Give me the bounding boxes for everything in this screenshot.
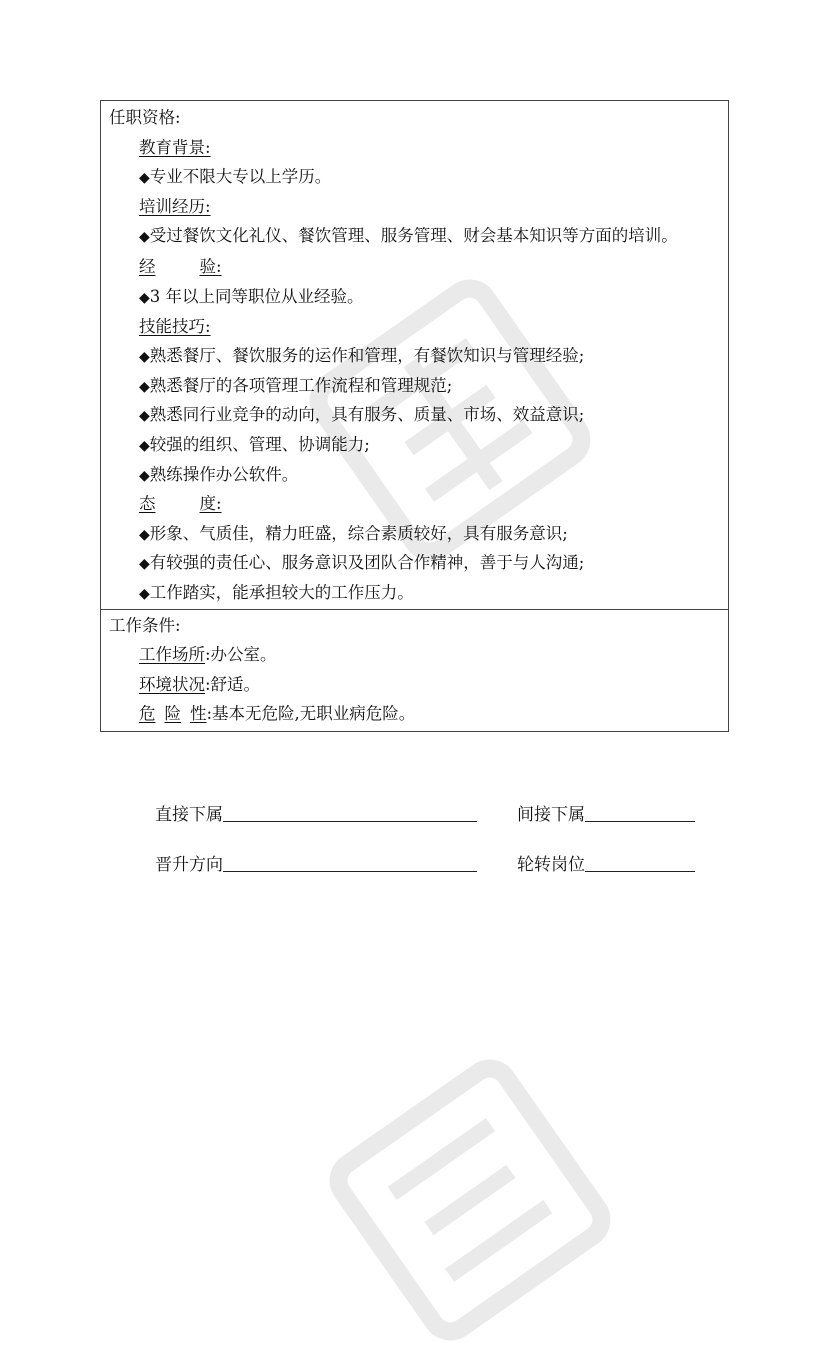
skills-item	[101, 460, 728, 490]
experience-item	[101, 282, 728, 312]
qualifications-header: 任职资格:	[109, 108, 181, 127]
conditions-section	[101, 609, 728, 731]
attitude-item-text: 形象、气质佳，精力旺盛，综合素质较好，具有服务意识;	[149, 523, 568, 543]
bullet-diamond-icon: ◆	[139, 585, 150, 602]
attitude-item-text: 有较强的责任心、服务意识及团队合作精神，善于与人沟通;	[149, 553, 585, 573]
experience-title-b: 验:	[199, 257, 222, 277]
experience-title-underlined	[139, 257, 222, 276]
qualifications-section	[101, 101, 728, 609]
education-item-text: 专业不限大专以上学历。	[149, 167, 332, 187]
education-item	[101, 162, 728, 192]
environment-label: 环境状况	[139, 674, 205, 694]
experience-title-a: 经	[139, 257, 156, 277]
work-place-value: :办公室。	[205, 645, 277, 665]
bullet-diamond-icon: ◆	[139, 556, 150, 573]
bullet-diamond-icon: ◆	[139, 378, 150, 395]
rotation-field	[517, 850, 695, 875]
training-title	[101, 192, 728, 222]
attitude-item	[101, 519, 728, 549]
training-paragraph	[101, 221, 728, 252]
direct-subordinate-field	[155, 800, 477, 825]
skills-item-text: 熟悉餐厅、餐饮服务的运作和管理，有餐饮知识与管理经验;	[149, 346, 585, 366]
attitude-item	[101, 578, 728, 608]
experience-title	[101, 252, 728, 282]
danger-value: :基本无危险,无职业病危险。	[206, 704, 416, 724]
skills-item	[101, 400, 728, 430]
indirect-subordinate-blank[interactable]	[585, 803, 695, 822]
skills-item-text: 较强的组织、管理、协调能力;	[149, 434, 370, 454]
direct-subordinate-blank[interactable]	[223, 803, 477, 822]
skills-title-text: 技能技巧:	[139, 316, 211, 336]
bullet-diamond-icon: ◆	[139, 437, 150, 454]
environment-row	[101, 670, 728, 700]
skills-item-text: 熟悉同行业竞争的动向，具有服务、质量、市场、效益意识;	[149, 405, 585, 425]
watermark-logo-icon	[303, 1033, 637, 1367]
danger-row	[101, 699, 728, 729]
bullet-diamond-icon: ◆	[139, 408, 150, 425]
skills-item-text: 熟练操作办公软件。	[149, 464, 299, 484]
bullet-diamond-icon: ◆	[139, 170, 150, 187]
skills-item	[101, 430, 728, 460]
attitude-title-b: 度:	[199, 494, 222, 514]
attitude-title-underlined	[139, 494, 222, 513]
bullet-diamond-icon: ◆	[139, 289, 150, 306]
skills-item	[101, 341, 728, 371]
training-title-text: 培训经历:	[139, 196, 211, 216]
direct-subordinate-label: 直接下属	[155, 805, 223, 825]
work-place-label: 工作场所	[139, 645, 205, 665]
bullet-diamond-icon: ◆	[139, 467, 150, 484]
education-title-text: 教育背景:	[139, 137, 211, 157]
conditions-header: 工作条件:	[109, 615, 181, 635]
rotation-blank[interactable]	[585, 853, 695, 872]
rotation-label: 轮转岗位	[517, 855, 585, 875]
promotion-label: 晋升方向	[155, 855, 223, 875]
danger-label-b: 险	[164, 704, 181, 724]
education-title	[101, 133, 728, 163]
attitude-item	[101, 548, 728, 578]
danger-label-c: 性	[190, 704, 207, 724]
danger-label-a: 危	[139, 704, 156, 724]
job-requirements-table	[100, 100, 729, 732]
skills-item	[101, 371, 728, 401]
bullet-diamond-icon: ◆	[139, 526, 150, 543]
attitude-title	[101, 489, 728, 519]
indirect-subordinate-field	[517, 800, 695, 825]
training-text: 受过餐饮文化礼仪、餐饮管理、服务管理、财会基本知识等方面的培训。	[149, 226, 678, 246]
promotion-blank[interactable]	[223, 853, 477, 872]
skills-title	[101, 312, 728, 342]
indirect-subordinate-label: 间接下属	[517, 805, 585, 825]
work-place-row	[101, 640, 728, 670]
environment-value: :舒适。	[205, 674, 261, 694]
attitude-item-text: 工作踏实，能承担较大的工作压力。	[149, 582, 414, 602]
bullet-diamond-icon: ◆	[139, 229, 150, 246]
skills-item-text: 熟悉餐厅的各项管理工作流程和管理规范;	[149, 375, 453, 395]
experience-item-text: 3 年以上同等职位从业经验。	[149, 286, 364, 306]
bullet-diamond-icon: ◆	[139, 349, 150, 366]
promotion-field	[155, 850, 477, 875]
attitude-title-a: 态	[139, 494, 156, 514]
danger-label	[139, 704, 207, 723]
